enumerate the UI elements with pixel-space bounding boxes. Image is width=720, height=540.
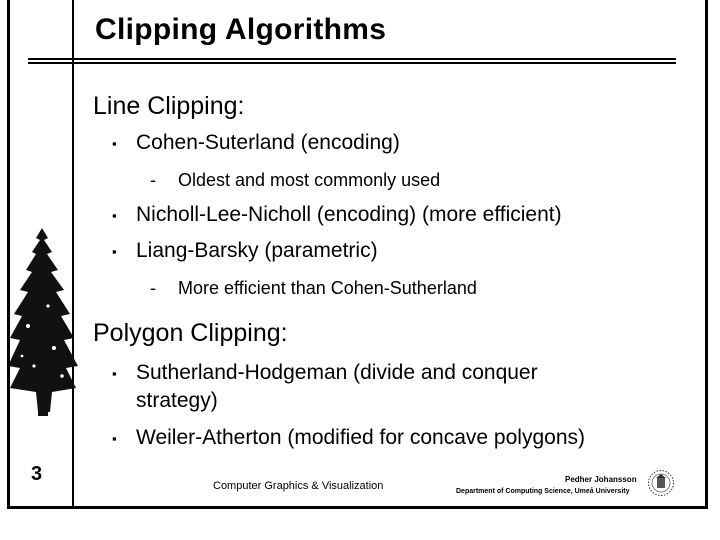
bullet-square-icon: ▪ — [112, 136, 117, 151]
list-item-continuation: strategy) — [136, 389, 218, 412]
section-heading-polygon-clipping: Polygon Clipping: — [93, 319, 288, 347]
title-divider — [28, 58, 676, 64]
slide-title: Clipping Algorithms — [95, 13, 387, 46]
sub-bullet-dash: - — [150, 278, 156, 298]
list-item-text: Liang-Barsky (parametric) — [136, 239, 378, 262]
list-item-text: Weiler-Atherton (modified for concave polygons) — [136, 426, 585, 449]
section-heading-line-clipping: Line Clipping: — [93, 92, 245, 120]
sub-bullet-dash: - — [150, 170, 156, 190]
list-item — [112, 361, 538, 386]
bullet-square-icon: ▪ — [112, 244, 117, 259]
bullet-square-icon: ▪ — [112, 431, 117, 446]
list-item — [112, 131, 400, 156]
bullet-square-icon: ▪ — [112, 208, 117, 223]
list-item-text: Nicholl-Lee-Nicholl (encoding) (more efficient) — [136, 203, 562, 226]
slide-number: 3 — [31, 463, 43, 485]
author-footer: Pedher Johansson — [565, 475, 637, 484]
sub-list-item — [150, 170, 440, 191]
department-footer: Department of Computing Science, Umeå University — [456, 488, 630, 495]
sub-list-item — [150, 278, 477, 299]
course-footer: Computer Graphics & Visualization — [213, 480, 384, 492]
sub-list-item-text: More efficient than Cohen-Sutherland — [178, 278, 477, 298]
list-item — [112, 426, 585, 451]
list-item — [112, 203, 562, 228]
list-item — [112, 239, 378, 264]
list-item-text: Cohen-Suterland (encoding) — [136, 131, 400, 154]
bullet-square-icon: ▪ — [112, 366, 117, 381]
sub-list-item-text: Oldest and most commonly used — [178, 170, 441, 190]
tree-silhouette-icon — [4, 226, 80, 418]
university-seal-icon — [647, 469, 675, 497]
list-item-text: Sutherland-Hodgeman (divide and conquer — [136, 361, 538, 384]
